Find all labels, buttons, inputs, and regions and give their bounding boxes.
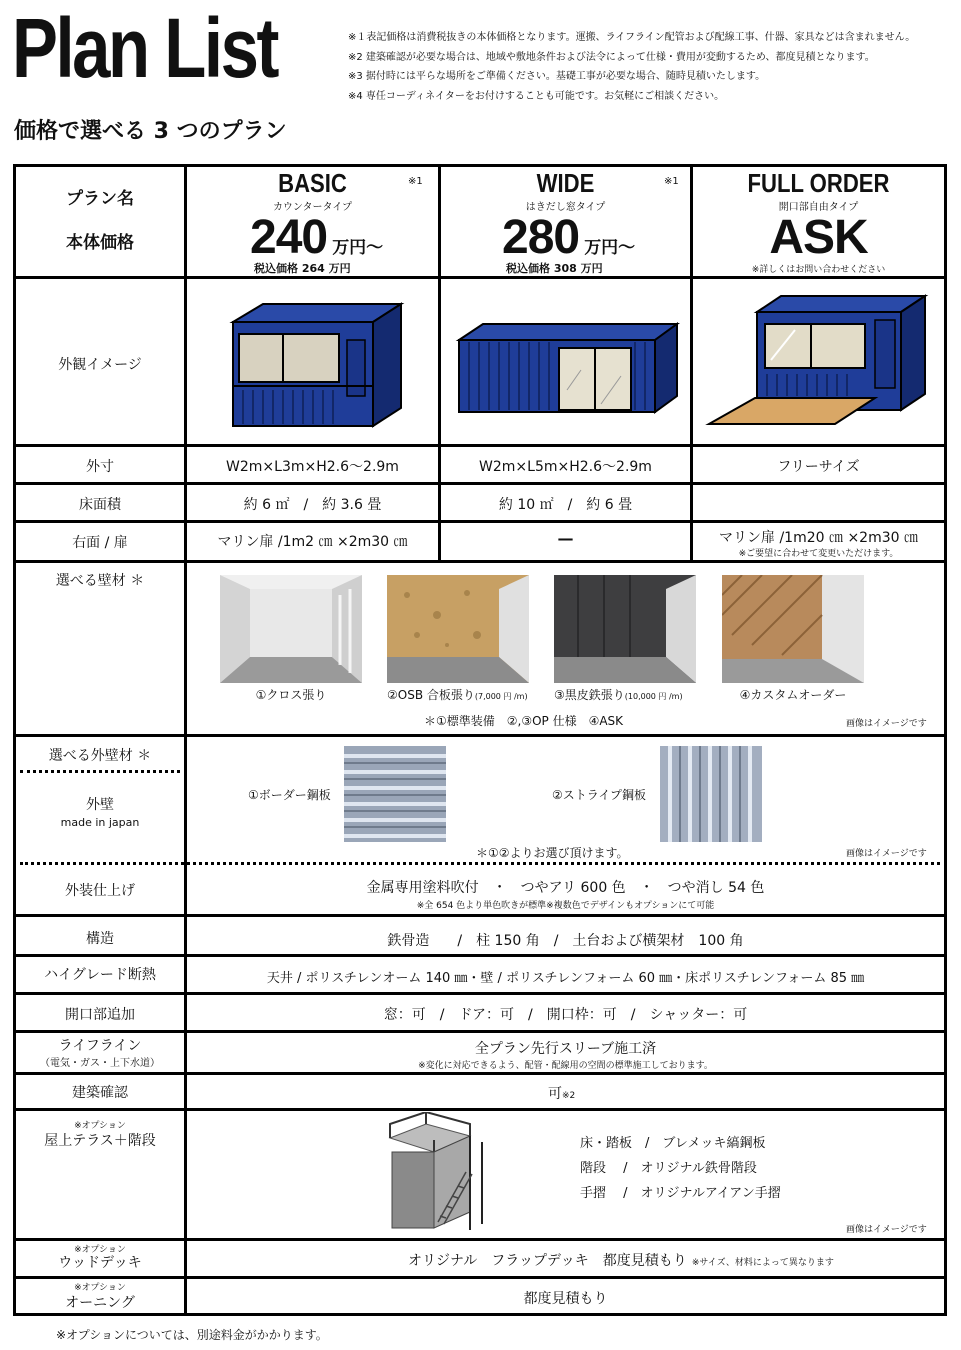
plan-basic-header: [187, 168, 438, 199]
finish-main: 金属専用塗料吹付 ・ つやアリ 600 色 ・ つや消し 54 色: [366, 880, 765, 896]
plan-basic-price-row: [250, 210, 383, 265]
full-door: マリン扉 /1m20 ㎝ ×2m30 ㎝: [719, 530, 918, 546]
label-wall-material: 選べる壁材 ＊: [55, 573, 145, 589]
divider: [13, 1276, 947, 1279]
plan-basic-unit: 万円〜: [332, 238, 384, 258]
border-steel-photo: [344, 746, 446, 842]
note-2: ※2 建築確認が必要な場合は、地域や敷地条件および法令によって仕様・費用が変動するため、都度見積となります。: [348, 51, 875, 63]
wall-option-3-price: (10,000 円 /m): [624, 692, 683, 701]
page-title: Plan List: [12, 1, 277, 95]
plan-basic-mark: ※1: [408, 176, 423, 187]
plan-wide-price: 280: [502, 211, 580, 264]
wide-container-illustration: [455, 318, 680, 418]
divider: [13, 482, 947, 485]
label-option-mark: ※オプション: [74, 1121, 126, 1131]
label-dimensions: 外寸: [86, 459, 114, 475]
label-exterior-image: 外観イメージ: [58, 357, 142, 373]
wall-option-3-label: ③黒皮鉄張り: [554, 688, 625, 702]
wall-option-1-label: ①クロス張り: [255, 688, 327, 702]
label-exterior-wall-material: 選べる外壁材 ＊: [48, 748, 152, 764]
wall-option-3: [554, 686, 683, 703]
basic-container-illustration: [225, 290, 405, 435]
finish-note: ※全 654 色より単色吹きが標準※複数色でデザインもオプションにて可能: [416, 901, 715, 911]
divider: [13, 1072, 947, 1075]
header-notes: [348, 28, 915, 106]
label-exterior-finish: 外装仕上げ: [65, 883, 135, 899]
divider: [13, 954, 947, 957]
wall-image-note: 画像はイメージです: [846, 719, 927, 729]
divider: [13, 914, 947, 917]
label-exterior-wall: 外壁: [86, 797, 114, 813]
label-building-confirm: 建築確認: [72, 1085, 128, 1101]
stripe-steel-photo: [660, 746, 762, 842]
wall-option-2-label: ②OSB 合板張り: [387, 688, 475, 702]
plan-wide-name: WIDE: [536, 168, 595, 198]
divider: [13, 276, 947, 279]
exterior-option-2-label: ②ストライプ鋼板: [552, 788, 647, 802]
note-1: ※１表記価格は消費税抜きの本体価格となります。運搬、ライフライン配管および配線工事、什器、家具などは含まれません。: [348, 32, 916, 43]
divider: [13, 1030, 947, 1033]
wall-cloth-photo: [220, 575, 362, 683]
wall-black-iron-photo: [554, 575, 696, 683]
lifeline-note: ※変化に対応できるよう、配管・配線用の空間の標準施工しております。: [418, 1061, 713, 1071]
exterior-image-note: 画像はイメージです: [846, 849, 927, 859]
plan-full-header: [693, 168, 944, 199]
label-option-mark: ※オプション: [74, 1283, 126, 1293]
plan-basic-tax: 税込価格 264 万円: [254, 262, 351, 275]
plan-basic-name: BASIC: [278, 168, 347, 198]
label-floor-area: 床面積: [79, 497, 121, 513]
label-rooftop: 屋上テラス＋階段: [44, 1133, 156, 1149]
label-awning: オーニング: [65, 1295, 135, 1311]
wood-deck-note: ※サイズ、材料によって異なります: [691, 1258, 834, 1268]
plan-full-name: FULL ORDER: [747, 168, 890, 198]
divider: [184, 164, 187, 1316]
plan-full-price: ASK: [769, 211, 868, 264]
awning-value: 都度見積もり: [523, 1291, 608, 1307]
note-4: ※4 専任コーディネイターをお付けすることも可能です。お気軽にご相談ください。: [348, 90, 725, 102]
label-option-mark: ※オプション: [74, 1245, 126, 1255]
plan-full-price-row: [693, 210, 944, 265]
rooftop-spec-2: 階段 / オリジナル鉄骨階段: [580, 1161, 757, 1176]
wide-door: —: [557, 529, 574, 548]
building-confirm-value: [548, 1083, 575, 1103]
rooftop-spec-3: 手摺 / オリジナルアイアン手摺: [580, 1186, 781, 1201]
exterior-option-1-label: ①ボーダー鋼板: [248, 788, 331, 802]
wall-osb-photo: [387, 575, 529, 683]
divider: [13, 560, 947, 563]
exterior-note: ＊①②よりお選び頂けます。: [476, 846, 629, 860]
opening-value: 窓：可 / ドア：可 / 開口枠：可 / シャッター：可: [383, 1007, 748, 1023]
dotted-divider: [20, 862, 940, 865]
plan-wide-mark: ※1: [664, 176, 679, 187]
plan-full-tax: ※詳しくはお問い合わせください: [751, 265, 886, 275]
plan-full-type: 開口部自由タイプ: [778, 202, 859, 213]
plan-basic-price: 240: [250, 211, 328, 264]
footer-note: ※オプションについては、別途料金がかかります。: [56, 1328, 328, 1342]
divider: [13, 992, 947, 995]
label-wood-deck: ウッドデッキ: [58, 1255, 142, 1271]
structure-value: 鉄骨造 / 柱 150 角 / 土台および横架材 100 角: [387, 933, 744, 949]
building-confirm-mark: ※2: [562, 1091, 576, 1101]
full-dimensions: フリーサイズ: [777, 459, 860, 475]
basic-door: マリン扉 /1m2 ㎝ ×2m30 ㎝: [217, 534, 408, 550]
label-lifeline: ライフライン: [58, 1038, 142, 1054]
basic-dimensions: W2m×L3m×H2.6〜2.9m: [226, 459, 399, 475]
label-opening: 開口部追加: [65, 1007, 135, 1023]
wall-custom-photo: [722, 575, 864, 683]
label-plan-name: プラン名: [66, 189, 134, 209]
wall-option-2: [387, 686, 528, 703]
plan-wide-tax: 税込価格 308 万円: [506, 262, 603, 275]
dotted-divider: [20, 770, 180, 773]
label-structure: 構造: [86, 931, 114, 947]
full-door-note: ※ご要望に合わせて変更いただけます。: [738, 549, 899, 559]
plan-wide-type: はきだし窓タイプ: [525, 202, 606, 213]
page-subtitle: 価格で選べる 3 つのプラン: [14, 119, 287, 144]
divider: [13, 734, 947, 737]
wall-option-4-label: ④カスタムオーダー: [739, 688, 847, 702]
plan-wide-unit: 万円〜: [584, 238, 636, 258]
lifeline-main: 全プラン先行スリーブ施工済: [474, 1041, 657, 1057]
wall-option-2-price: (7,000 円 /m): [474, 692, 528, 701]
wall-note: ＊①標準装備 ②,③OP 仕様 ④ASK: [424, 714, 624, 728]
divider: [13, 1108, 947, 1111]
label-body-price: 本体価格: [66, 233, 134, 253]
full-order-container-illustration: [705, 290, 930, 430]
label-right-door: 右面 / 扉: [72, 535, 128, 551]
note-3: ※3 据付時には平らな場所をご準備ください。基礎工事が必要な場合、随時見積いたします。: [348, 71, 766, 82]
rooftop-terrace-illustration: [370, 1112, 490, 1234]
label-lifeline-sub: （電気・ガス・上下水道）: [40, 1058, 160, 1069]
divider: [13, 444, 947, 447]
label-made-in-japan: made in japan: [60, 816, 140, 829]
wood-deck-value: [408, 1250, 834, 1270]
label-insulation: ハイグレード断熱: [44, 967, 156, 983]
wide-floor-area: 約 10 ㎡ / 約 6 畳: [498, 497, 633, 513]
rooftop-spec-1: 床・踏板 / ブレメッキ縞鋼板: [580, 1136, 766, 1151]
divider: [13, 520, 947, 523]
wide-dimensions: W2m×L5m×H2.6〜2.9m: [479, 459, 652, 475]
building-confirm-main: 可: [548, 1086, 562, 1102]
plan-basic-type: カウンタータイプ: [272, 202, 353, 213]
insulation-value: 天井 / ポリスチレンオーム 140 ㎜・壁 / ポリスチレンフォーム 60 ㎜・床ポリスチレンフォーム 85 ㎜: [266, 971, 865, 986]
plan-wide-header: [441, 168, 690, 199]
divider: [13, 1238, 947, 1241]
basic-floor-area: 約 6 ㎡ / 約 3.6 畳: [243, 497, 382, 513]
rooftop-image-note: 画像はイメージです: [846, 1225, 927, 1235]
plan-wide-price-row: [502, 210, 635, 265]
wood-deck-main: オリジナル フラップデッキ 都度見積もり: [408, 1253, 687, 1269]
